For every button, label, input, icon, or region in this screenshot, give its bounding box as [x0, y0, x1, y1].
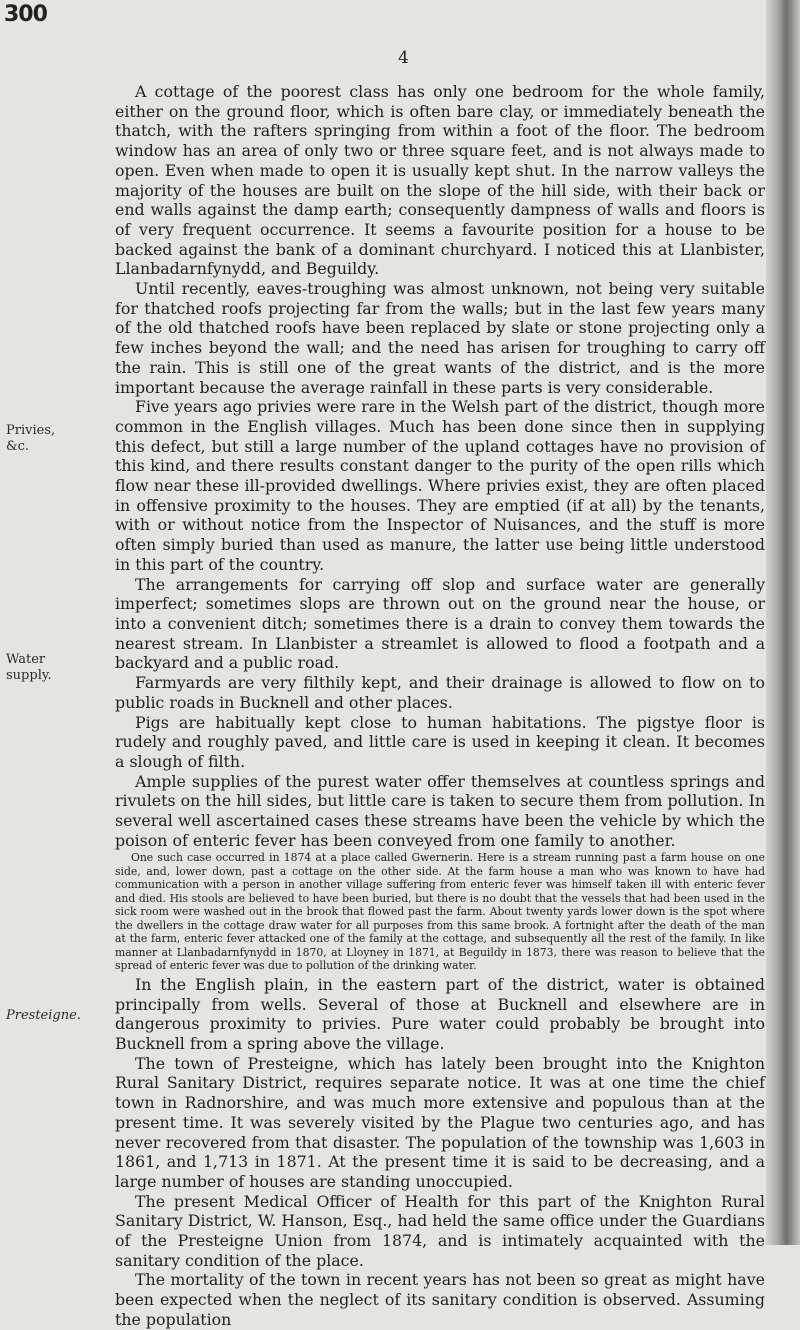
paragraph-cottage: A cottage of the poorest class has only one bedroom for the whole family, either on the ground floor, which is often bare clay, or immediately beneath the thatch, with the rafters springing from within a foot of the floor. The bedroom window has an area of only two or three square feet, and is not always made to open. Even when made to open it is usually kept shut. In the narrow valleys the majority of the houses are built on the slope of the hill side, with their back or end walls against the damp earth; consequently dampness of walls and floors is of very frequent occurrence. It seems a favourite position for a house to be backed against the bank of a dominant churchyard. I noticed this at Llanbister, Llanbadarnfynydd, and Beguildy.	[115, 82, 765, 279]
margin-note-water-supply: Water supply.	[6, 652, 52, 683]
paragraph-eaves-troughing: Until recently, eaves-troughing was almost unknown, not being very suitable for thatched roofs projecting far from the walls; but in the last few years many of the old thatched roofs have been replaced by slate or stone projecting only a few inches beyond the wall; and the need has arisen for troughing to carry off the rain. This is still one of the great wants of the district, and is the more important because the average rainfall in these parts is very considerable.	[115, 279, 765, 397]
margin-note-presteigne: Presteigne.	[6, 1008, 81, 1023]
paragraph-farmyards: Farmyards are very filthily kept, and their drainage is allowed to flow on to public roads in Bucknell and other places.	[115, 673, 765, 712]
paragraph-medical-officer: The present Medical Officer of Health for this part of the Knighton Rural Sanitary District, W. Hanson, Esq., had held the same office under the Guardians of the Presteigne Union from 1874, and is intimately acquainted with the sanitary condition of the place.	[115, 1191, 765, 1270]
body-text	[115, 82, 765, 1330]
margin-note-privies: Privies, &c.	[6, 423, 56, 454]
paragraph-water-supply: Ample supplies of the purest water offer themselves at countless springs and rivulets on the hill sides, but little care is taken to secure them from pollution. In several well ascertained cases these streams have been the vehicle by which the poison of enteric fever has been conveyed from one family to another.	[115, 771, 765, 850]
handwritten-page-number: 300	[4, 2, 47, 27]
page-number: 4	[398, 48, 409, 68]
paragraph-mortality: The mortality of the town in recent years has not been so great as might have been expected when the neglect of its sanitary condition is observed. Assuming the population	[115, 1270, 765, 1329]
paragraph-pigs: Pigs are habitually kept close to human habitations. The pigstye floor is rudely and roughly paved, and little care is used in keeping it clean. It becomes a slough of filth.	[115, 712, 765, 771]
paragraph-english-plain: In the English plain, in the eastern part of the district, water is obtained principally from wells. Several of those at Bucknell and elsewhere are in dangerous proximity to privies. Pure water could probably be brought into Bucknell from a spring above the village.	[115, 974, 765, 1054]
paragraph-gwernerin-case: One such case occurred in 1874 at a place called Gwernerin. Here is a stream running past a farm house on one side, and, lower down, past a cottage on the other side. At the farm house a man who was known to have had communication with a person in another village suffering from enteric fever was himself taken ill with enteric fever and died. His stools are believed to have been buried, but there is no doubt that the vessels that had been used in the sick room were washed out in the brook that flowed past the farm. About twenty yards lower down is the spot where the dwellers in the cottage draw water for all purposes from this same brook. A fortnight after the death of the man at the farm, enteric fever attacked one of the family at the cottage, and subsequently all the rest of the family. In like manner at Llanbadarnfynydd in 1870, at Lloyney in 1871, at Beguildy in 1873, there was reason to believe that the spread of enteric fever was due to pollution of the drinking water.	[115, 851, 765, 973]
paragraph-privies: Five years ago privies were rare in the Welsh part of the district, though more common in the English villages. Much has been done since then in supplying this defect, but still a large number of the upland cottages have no provision of this kind, and there results constant danger to the purity of the open rills which flow near these ill-provided dwellings. Where privies exist, they are often placed in offensive proximity to the houses. They are emptied (if at all) by the tenants, with or without notice from the Inspector of Nuisances, and the stuff is more often simply buried than used as manure, the latter use being little understood in this part of the country.	[115, 397, 765, 574]
paragraph-presteigne: The town of Presteigne, which has lately been brought into the Knighton Rural Sanitary District, requires separate notice. It was at one time the chief town in Radnorshire, and was much more extensive and populous than at the present time. It was severely visited by the Plague two centuries ago, and has never recovered from that disaster. The population of the township was 1,603 in 1861, and 1,713 in 1871. At the present time it is said to be decreasing, and a large number of houses are standing unoccupied.	[115, 1053, 765, 1191]
paragraph-slop-water: The arrangements for carrying off slop and surface water are generally imperfect; sometimes slops are thrown out on the ground near the house, or into a convenient ditch; sometimes there is a drain to convey them towards the nearest stream. In Llanbister a streamlet is allowed to flood a footpath and a backyard and a public road.	[115, 574, 765, 673]
page-edge	[766, 0, 800, 1245]
